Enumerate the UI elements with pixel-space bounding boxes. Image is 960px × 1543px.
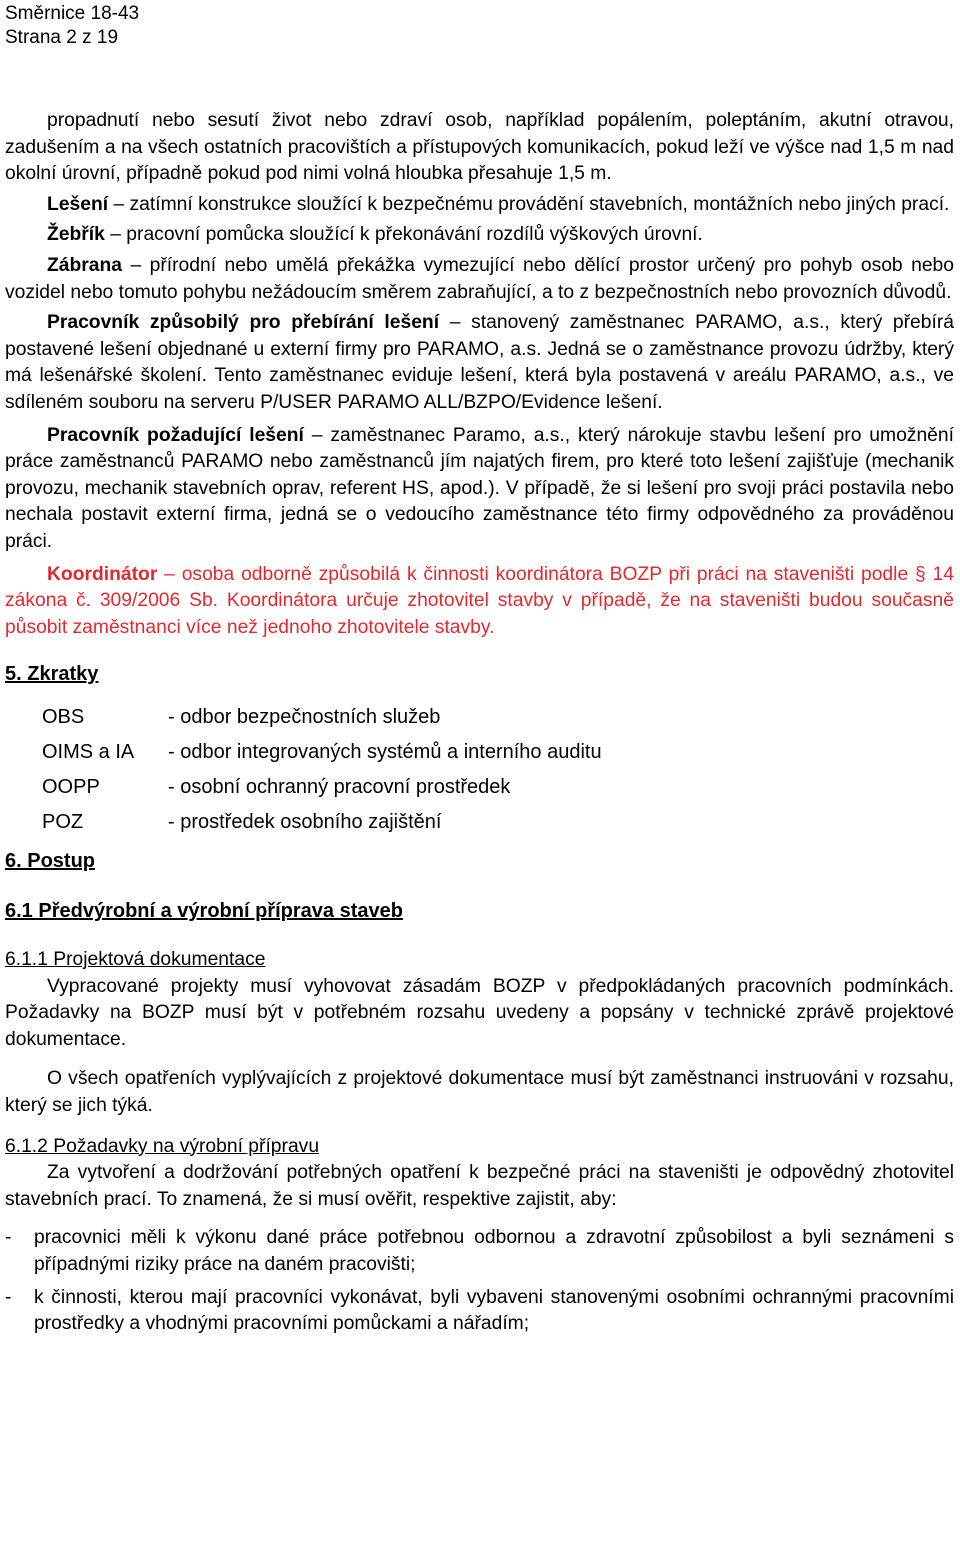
definition-zabrana	[5, 253, 954, 306]
page-header	[5, 2, 139, 50]
list-item	[5, 1225, 954, 1278]
abbr-desc: - odbor integrovaných systémů a interního auditu	[168, 741, 602, 764]
definition-pracovnik-pozadujici	[5, 423, 954, 556]
document-code: Směrnice 18-43	[5, 3, 140, 24]
abbreviations-table	[42, 700, 602, 840]
definition-pracovnik-prebirani	[5, 310, 954, 416]
abbr-code: OOPP	[42, 776, 100, 799]
section-6-1-heading: 6.1 Předvýrobní a výrobní příprava staveb	[5, 900, 403, 923]
bullet-dash: -	[5, 1286, 12, 1308]
definition-text: – zaměstnanec Paramo, a.s., který nárokuje stavbu lešení pro umožnění práce zaměstnanců PARAMO nebo zaměstnanců jím najatých firem, pro které toto lešení zajišťuje (mechanik provozu, mechanik stavebních oprav, referent HS, apod.). V případě, že si lešení pro svoji práci postavila nebo nechala postavit externí firma, jedná se o vedoucího zaměstnance této firmy odpovědného za prováděnou práci.	[5, 424, 954, 552]
bullet-dash: -	[5, 1227, 12, 1249]
definition-koordinator	[5, 562, 954, 642]
definition-text: – pracovní pomůcka sloužící k překonávání rozdílů výškových úrovní.	[104, 224, 703, 246]
abbr-desc: - prostředek osobního zajištění	[168, 811, 442, 834]
definition-text: – zatímní konstrukce sloužící k bezpečnému provádění stavebních, montážních nebo jiných prací.	[108, 193, 950, 215]
definition-zebrik	[5, 222, 954, 249]
abbr-code: OBS	[42, 706, 85, 729]
abbr-code: OIMS a IA	[42, 741, 135, 764]
definition-text: – stanovený zaměstnanec PARAMO, a.s., který přebírá postavené lešení objednané u externí firmy pro PARAMO, a.s. Jedná se o zaměstnance provozu údržby, který má lešenářské školení. Tento zaměstnanec eviduje lešení, která byla postavená v areálu PARAMO, a.s., ve sdíleném souboru na serveru P/USER PARAMO ALL/BZPO/Evidence lešení.	[5, 312, 954, 413]
paragraph: Vypracované projekty musí vyhovovat zásadám BOZP v předpokládaných pracovních podmínkách. Požadavky na BOZP musí být v potřebném rozsahu uvedeny a popsány v technické zprávě projektové dokumentace.	[5, 975, 954, 1050]
list-item-text: pracovnici měli k výkonu dané práce potřebnou odbornou a zdravotní způsobilost a byli seznámeni s případnými riziky práce na daném pracovišti;	[34, 1227, 954, 1275]
table-row	[42, 805, 602, 840]
abbr-desc: - osobní ochranný pracovní prostředek	[168, 776, 511, 799]
list-item	[5, 1285, 954, 1338]
definition-leseni	[5, 192, 954, 219]
definition-term: Lešení	[47, 193, 109, 215]
definition-term: Pracovník požadující lešení	[47, 424, 304, 446]
section-6-heading: 6. Postup	[5, 849, 96, 872]
page-number: Strana 2 z 19	[5, 27, 119, 48]
definition-term: Žebřík	[47, 224, 105, 246]
definition-term: Koordinátor	[47, 563, 158, 585]
document-body	[5, 108, 954, 1338]
section-5-heading: 5. Zkratky	[5, 663, 99, 686]
definition-term: Pracovník způsobilý pro přebírání lešení	[47, 312, 440, 334]
definition-term: Zábrana	[47, 254, 123, 276]
intro-paragraph: propadnutí nebo sesutí život nebo zdraví osob, například popálením, poleptáním, akutní otravou, zadušením a na všech ostatních pracovištích a přístupových komunikacích, pokud leží ve výšce nad 1,5 m nad okolní úrovní, případně pokud pod nimi volná hloubka přesahuje 1,5 m.	[5, 110, 954, 185]
abbr-desc: - odbor bezpečnostních služeb	[168, 706, 441, 729]
definition-text: – osoba odborně způsobilá k činnosti koordinátora BOZP při práci na staveništi podle § 14 zákona č. 309/2006 Sb. Koordinátora určuje zhotovitel stavby v případě, že na staveništi budou současně působit zaměstnanci více než jednoho zhotovitele stavby.	[5, 563, 954, 638]
abbr-code: POZ	[42, 811, 84, 834]
section-6-1-2-heading: 6.1.2 Požadavky na výrobní přípravu	[5, 1135, 320, 1157]
table-row	[42, 735, 602, 770]
table-row	[42, 770, 602, 805]
table-row	[42, 700, 602, 735]
list-item-text: k činnosti, kterou mají pracovníci vykonávat, byli vybaveni stanovenými osobními ochrannými pracovními prostředky a vhodnými pracovními pomůckami a nářadím;	[34, 1286, 954, 1335]
paragraph: Za vytvoření a dodržování potřebných opatření k bezpečné práci na staveništi je odpovědný zhotovitel stavebních prací. To znamená, že si musí ověřit, respektive zajistit, aby:	[5, 1162, 954, 1210]
definition-text: – přírodní nebo umělá překážka vymezující nebo dělící prostor určený pro pohyb osob nebo vozidel nebo tomuto pohybu nežádoucím směrem zabraňující, a to z bezpečnostních nebo provozních důvodů.	[5, 254, 954, 303]
paragraph: O všech opatřeních vyplývajících z projektové dokumentace musí být zaměstnanci instruováni v rozsahu, který se jich týká.	[5, 1068, 954, 1117]
section-6-1-1-heading: 6.1.1 Projektová dokumentace	[5, 949, 266, 971]
